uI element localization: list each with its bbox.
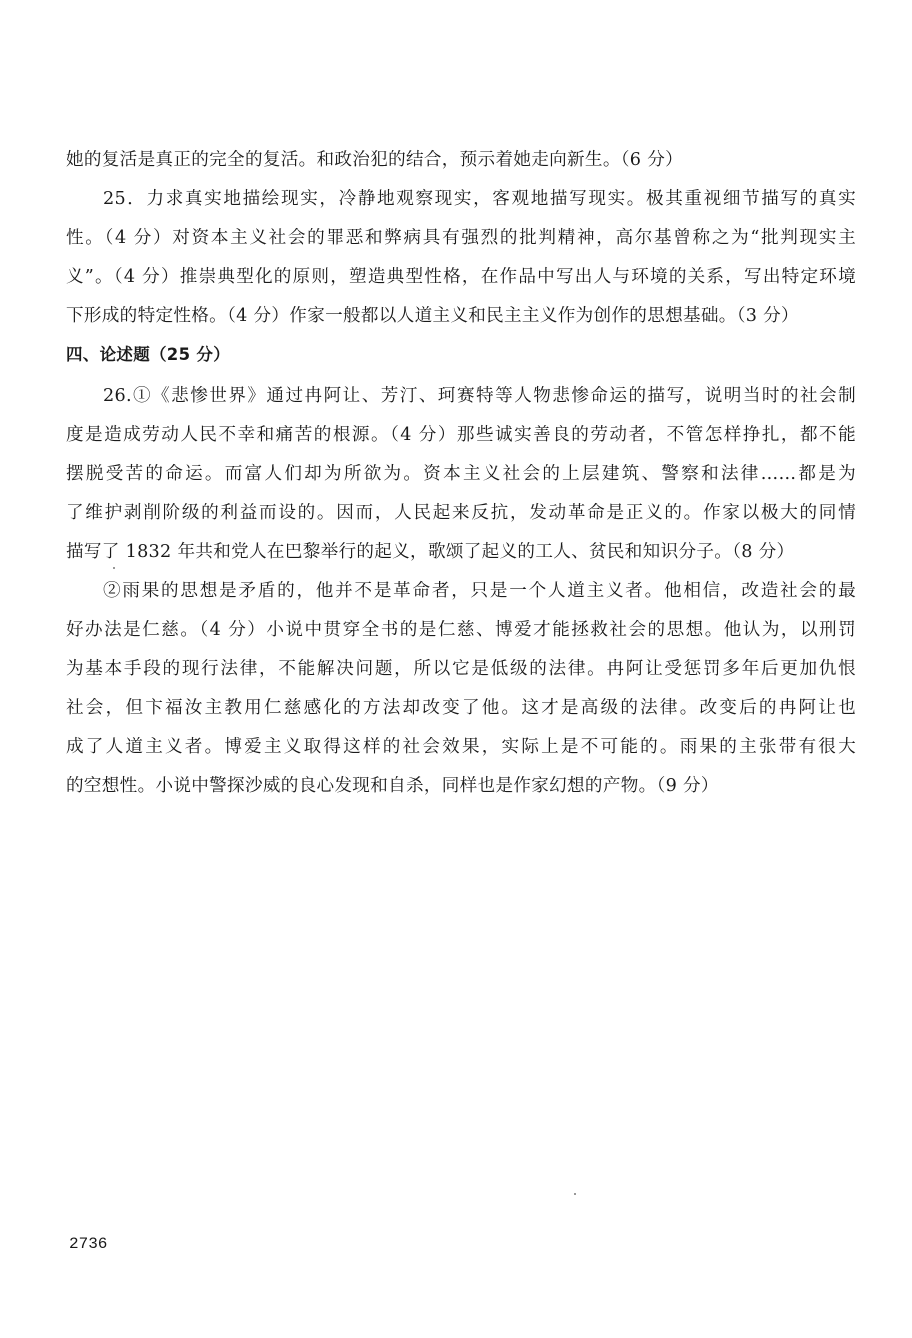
answer-26-line-1: 26.①《悲惨世界》通过冉阿让、芳汀、珂赛特等人物悲惨命运的描写，说明当时的社会制 bbox=[103, 386, 856, 406]
paragraph-24-continuation: 她的复活是真正的完全的复活。和政治犯的结合，预示着她走向新生。（6 分） bbox=[66, 150, 683, 170]
answer-26-part2-line-1: ②雨果的思想是矛盾的，他并不是革命者，只是一个人道主义者。他相信，改造社会的最 bbox=[103, 581, 856, 601]
answer-26-line-3: 摆脱受苦的命运。而富人们却为所欲为。资本主义社会的上层建筑、警察和法律……都是为 bbox=[66, 464, 856, 484]
answer-25-line-4: 下形成的特定性格。（4 分）作家一般都以人道主义和民主主义作为创作的思想基础。（3 分） bbox=[66, 306, 799, 326]
answer-26-line-4: 了维护剥削阶级的利益而设的。因而，人民起来反抗，发动革命是正义的。作家以极大的同情 bbox=[66, 503, 856, 523]
answer-26-part2-line-2: 好办法是仁慈。（4 分）小说中贯穿全书的是仁慈、博爱才能拯救社会的思想。他认为，以刑罚 bbox=[66, 620, 856, 640]
answer-26-line-5: 描写了 1832 年共和党人在巴黎举行的起义，歌颂了起义的工人、贫民和知识分子。（8 分） bbox=[66, 542, 795, 562]
page-number: 2736 bbox=[69, 1235, 108, 1253]
answer-26-part2-line-6: 的空想性。小说中警探沙威的良心发现和自杀，同样也是作家幻想的产物。（9 分） bbox=[66, 776, 719, 796]
answer-25-line-3: 义”。（4 分）推崇典型化的原则，塑造典型性格，在作品中写出人与环境的关系，写出特定环境 bbox=[66, 267, 856, 287]
section-heading-essay: 四、论述题（25 分） bbox=[66, 345, 231, 364]
scan-speck bbox=[113, 567, 115, 569]
answer-26-line-2: 度是造成劳动人民不幸和痛苦的根源。（4 分）那些诚实善良的劳动者，不管怎样挣扎，都不能 bbox=[66, 425, 856, 445]
answer-25-line-1: 25．力求真实地描绘现实，冷静地观察现实，客观地描写现实。极其重视细节描写的真实 bbox=[103, 189, 856, 209]
answer-26-part2-line-3: 为基本手段的现行法律，不能解决问题，所以它是低级的法律。冉阿让受惩罚多年后更加仇恨 bbox=[66, 659, 856, 679]
answer-26-part2-line-4: 社会，但卞福汝主教用仁慈感化的方法却改变了他。这才是高级的法律。改变后的冉阿让也 bbox=[66, 698, 856, 718]
answer-26-part2-line-5: 成了人道主义者。博爱主义取得这样的社会效果，实际上是不可能的。雨果的主张带有很大 bbox=[66, 737, 856, 757]
answer-25-line-2: 性。（4 分）对资本主义社会的罪恶和弊病具有强烈的批判精神，高尔基曾称之为“批判现实主 bbox=[66, 228, 856, 248]
scan-speck bbox=[574, 1193, 576, 1195]
